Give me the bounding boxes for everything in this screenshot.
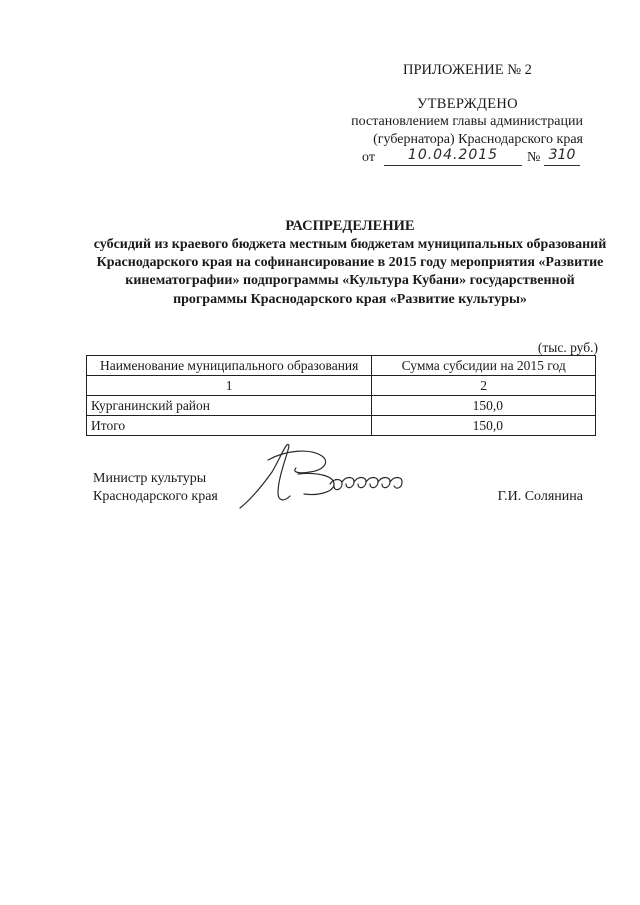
- decree-date-handwritten: 10.04.2015: [384, 147, 522, 166]
- approved-label: УТВЕРЖДЕНО: [417, 96, 518, 112]
- signer-position-line-2: Краснодарского края: [93, 489, 218, 504]
- document-subtitle: субсидий из краевого бюджета местным бюджетам муниципальных образований Краснодарского края на софинансирование в 2015 году мероприятия «Развитие кинематографии» подпрограммы «Культура Кубани» государственной программы Краснодарского края «Развитие культуры»: [93, 237, 607, 307]
- table-header-row: [87, 356, 596, 376]
- units-label: (тыс. руб.): [537, 340, 598, 355]
- column-number: 1: [87, 376, 372, 396]
- decree-date-number-row: [348, 147, 583, 170]
- decree-line-1: постановлением главы администрации: [351, 114, 583, 129]
- handwritten-signature: [238, 438, 408, 513]
- municipality-cell: Курганинский район: [87, 396, 372, 416]
- column-header: Наименование муниципального образования: [87, 356, 372, 376]
- signer-name: Г.И. Солянина: [497, 489, 583, 504]
- column-header: Сумма субсидии на 2015 год: [372, 356, 596, 376]
- subsidy-table: [86, 355, 596, 436]
- decree-number-handwritten: 310: [544, 147, 580, 166]
- total-label-cell: Итого: [87, 416, 372, 436]
- decree-line-2: (губернатора) Краснодарского края: [373, 132, 583, 147]
- from-label: от: [362, 150, 375, 165]
- signer-position-line-1: Министр культуры: [93, 471, 207, 486]
- total-amount-cell: 150,0: [372, 416, 596, 436]
- column-number: 2: [372, 376, 596, 396]
- number-label: №: [527, 150, 541, 165]
- amount-cell: 150,0: [372, 396, 596, 416]
- column-number-row: [87, 376, 596, 396]
- table-total-row: [87, 416, 596, 436]
- document-heading: РАСПРЕДЕЛЕНИЕ: [285, 218, 415, 234]
- table-row: [87, 396, 596, 416]
- appendix-label: ПРИЛОЖЕНИЕ № 2: [403, 62, 532, 78]
